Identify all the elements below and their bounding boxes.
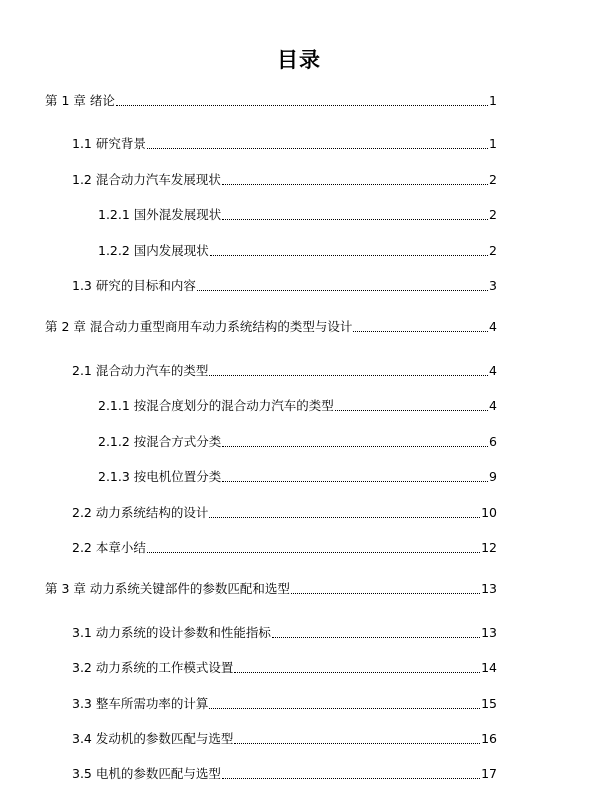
toc-section-3-5[interactable]: [72, 766, 497, 782]
toc-section-2-1[interactable]: [72, 363, 497, 379]
toc-leader-dots: [209, 708, 480, 709]
toc-leader-dots: [222, 184, 488, 185]
toc-entry-label: 3.4 发动机的参数匹配与选型: [72, 731, 234, 746]
toc-page-number: 17: [481, 766, 497, 781]
toc-page-number: 4: [489, 398, 497, 413]
toc-page-number: 15: [481, 696, 497, 711]
toc-subsection-1-2-1[interactable]: [98, 207, 497, 223]
toc-leader-dots: [353, 331, 488, 332]
toc-subsection-2-1-3[interactable]: [98, 469, 497, 485]
toc-chapter-3[interactable]: [45, 581, 497, 597]
toc-entry-label: 第 1 章 绪论: [45, 93, 115, 108]
toc-leader-dots: [209, 375, 488, 376]
toc-page-number: 10: [481, 505, 497, 520]
toc-page-number: 1: [489, 136, 497, 151]
toc-entry-label: 2.1.1 按混合度划分的混合动力汽车的类型: [98, 398, 334, 413]
toc-entry-label: 1.1 研究背景: [72, 136, 146, 151]
toc-subsection-2-1-1[interactable]: [98, 398, 497, 414]
toc-section-3-2[interactable]: [72, 660, 497, 676]
toc-entry-label: 第 2 章 混合动力重型商用车动力系统结构的类型与设计: [45, 319, 353, 334]
toc-entry-label: 2.2 动力系统结构的设计: [72, 505, 209, 520]
toc-section-1-1[interactable]: [72, 136, 497, 152]
toc-leader-dots: [234, 672, 480, 673]
toc-page-number: 14: [481, 660, 497, 675]
toc-page-number: 13: [481, 625, 497, 640]
toc-page-number: 2: [489, 172, 497, 187]
toc-leader-dots: [147, 552, 480, 553]
toc-leader-dots: [147, 148, 488, 149]
toc-page-number: 9: [489, 469, 497, 484]
toc-entry-label: 1.2.1 国外混发展现状: [98, 207, 222, 222]
toc-section-2-2-summary[interactable]: [72, 540, 497, 556]
toc-entry-label: 2.1.2 按混合方式分类: [98, 434, 222, 449]
toc-page-number: 16: [481, 731, 497, 746]
toc-leader-dots: [209, 517, 480, 518]
toc-page-number: 6: [489, 434, 497, 449]
toc-leader-dots: [210, 255, 488, 256]
toc-entry-label: 3.1 动力系统的设计参数和性能指标: [72, 625, 271, 640]
toc-entry-label: 3.2 动力系统的工作模式设置: [72, 660, 234, 675]
toc-entry-label: 3.5 电机的参数匹配与选型: [72, 766, 221, 781]
toc-entry-label: 2.1.3 按电机位置分类: [98, 469, 222, 484]
page-title: 目录: [277, 48, 321, 72]
toc-subsection-1-2-2[interactable]: [98, 243, 497, 259]
toc-leader-dots: [272, 637, 480, 638]
toc-page-number: 2: [489, 207, 497, 222]
toc-leader-dots: [335, 410, 488, 411]
toc-section-3-3[interactable]: [72, 696, 497, 712]
toc-entry-label: 3.3 整车所需功率的计算: [72, 696, 209, 711]
toc-section-3-1[interactable]: [72, 625, 497, 641]
toc-entry-label: 第 3 章 动力系统关键部件的参数匹配和选型: [45, 581, 290, 596]
toc-leader-dots: [222, 778, 480, 779]
toc-entry-label: 1.2.2 国内发展现状: [98, 243, 209, 258]
toc-chapter-2[interactable]: [45, 319, 497, 335]
toc-leader-dots: [197, 290, 488, 291]
toc-entry-label: 1.3 研究的目标和内容: [72, 278, 196, 293]
toc-page-number: 2: [489, 243, 497, 258]
toc-leader-dots: [222, 219, 488, 220]
toc-section-3-4[interactable]: [72, 731, 497, 747]
toc-entry-label: 2.1 混合动力汽车的类型: [72, 363, 209, 378]
toc-entry-label: 1.2 混合动力汽车发展现状: [72, 172, 221, 187]
toc-leader-dots: [234, 743, 480, 744]
toc-leader-dots: [291, 593, 480, 594]
toc-page-number: 4: [489, 319, 497, 334]
toc-chapter-1[interactable]: [45, 93, 497, 109]
toc-page-number: 1: [489, 93, 497, 108]
toc-section-1-3[interactable]: [72, 278, 497, 294]
toc-leader-dots: [116, 105, 488, 106]
toc-page-number: 4: [489, 363, 497, 378]
toc-section-2-2[interactable]: [72, 505, 497, 521]
toc-page-number: 13: [481, 581, 497, 596]
toc-subsection-2-1-2[interactable]: [98, 434, 497, 450]
toc-section-1-2[interactable]: [72, 172, 497, 188]
toc-page-number: 12: [481, 540, 497, 555]
toc-leader-dots: [222, 446, 488, 447]
toc-page-number: 3: [489, 278, 497, 293]
toc-leader-dots: [222, 481, 488, 482]
toc-entry-label: 2.2 本章小结: [72, 540, 146, 555]
